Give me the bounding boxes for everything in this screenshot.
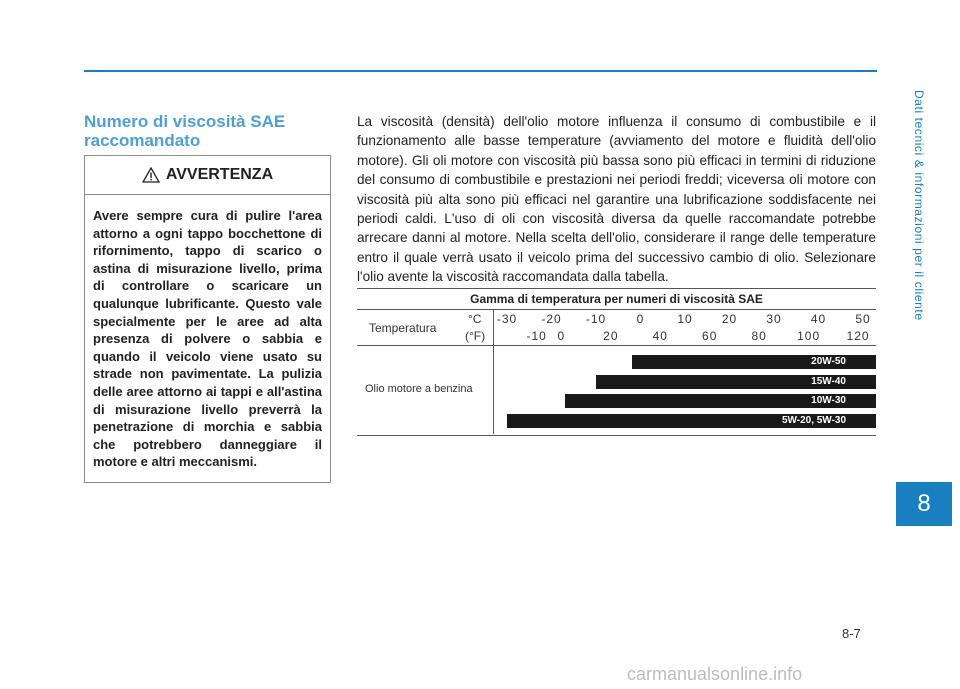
celsius-tick: 50 (855, 312, 871, 326)
oil-type-label: Olio motore a benzina (365, 383, 473, 395)
chapter-tab: 8 (896, 482, 952, 526)
fahrenheit-unit: (°F) (465, 329, 486, 343)
celsius-tick: 20 (721, 312, 738, 326)
fahrenheit-tick: -10 (526, 329, 547, 343)
fahrenheit-tick: 120 (846, 329, 870, 343)
celsius-unit: °C (468, 312, 482, 326)
viscosity-description: La viscosità (densità) dell'olio motore influenza il consumo di combustibile e il funzionamento alle basse temperature (avviamento del motore e fluidità dell'olio motore). Gli oli motore con viscosità più bassa sono più efficaci in termini di riduzione del consumo di combustibile e prestazioni nei periodi freddi; viceversa oli motore con viscosità più alta sono più efficaci nel garantire una lubrificazione soddisfacente nei periodi caldi. L'uso di oli con viscosità diversa da quelle raccomandate potrebbe arrecare danni al motore. Nella scelta dell'olio, considerare il range delle temperature entro il quale verrà usato il veicolo prima del successivo cambio di olio. Selezionare l'olio avente la viscosità raccomandata dalla tabella. (357, 114, 876, 285)
warning-box (84, 155, 331, 483)
temperature-row (357, 310, 876, 346)
celsius-tick: 30 (766, 312, 782, 326)
viscosity-grade-bar: 5W-20, 5W-30 (507, 414, 876, 428)
fahrenheit-tick: 40 (652, 329, 668, 343)
chapter-side-label: Dati tecnici & informazioni per il cliente (912, 90, 926, 321)
table-column-divider (493, 310, 494, 434)
celsius-tick: 10 (677, 312, 693, 326)
warning-header (85, 156, 330, 195)
celsius-tick: -20 (541, 312, 562, 326)
viscosity-grade-bar: 15W-40 (596, 375, 876, 389)
footer-watermark: carmanualsonline.info (627, 664, 803, 684)
fahrenheit-tick: 0 (557, 329, 566, 343)
fahrenheit-tick: 100 (797, 329, 821, 343)
viscosity-table-title: Gamma di temperatura per numeri di viscosità SAE (357, 289, 876, 310)
viscosity-grade-bar: 20W-50 (632, 355, 876, 369)
viscosity-grade-bar: 10W-30 (565, 394, 876, 408)
warning-text: Avere sempre cura di pulire l'area attorno a ogni tappo bocchettone di rifornimento, tappo di scarico o astina di misurazione livello, prima di controllare o scaricare un qualunque lubrificante. Questo vale specialmente per le aree ad alta presenza di polvere o sabbia e quando il veicolo viene usato su strade non pavimentate. La pulizia delle aree attorno ai tappi e all'astina di misurazione livello preverrà la penetrazione di morchia e sabbia che potrebbero danneggiare il motore e altri meccanismi. (93, 208, 322, 470)
fahrenheit-tick: 80 (751, 329, 767, 343)
warning-triangle-icon (142, 167, 160, 183)
celsius-tick: -30 (496, 312, 518, 326)
celsius-tick: 0 (636, 312, 645, 326)
fahrenheit-tick: 60 (702, 329, 718, 343)
warning-heading: AVVERTENZA (165, 166, 274, 183)
temperature-label: Temperatura (369, 321, 437, 335)
header-rule (84, 70, 877, 72)
celsius-tick: -10 (585, 312, 607, 326)
celsius-tick: 40 (810, 312, 827, 326)
fahrenheit-tick: 20 (603, 329, 619, 343)
page-number: 8-7 (842, 626, 861, 641)
section-title: Numero di viscosità SAE raccomandato (84, 112, 286, 150)
viscosity-table (357, 288, 876, 436)
